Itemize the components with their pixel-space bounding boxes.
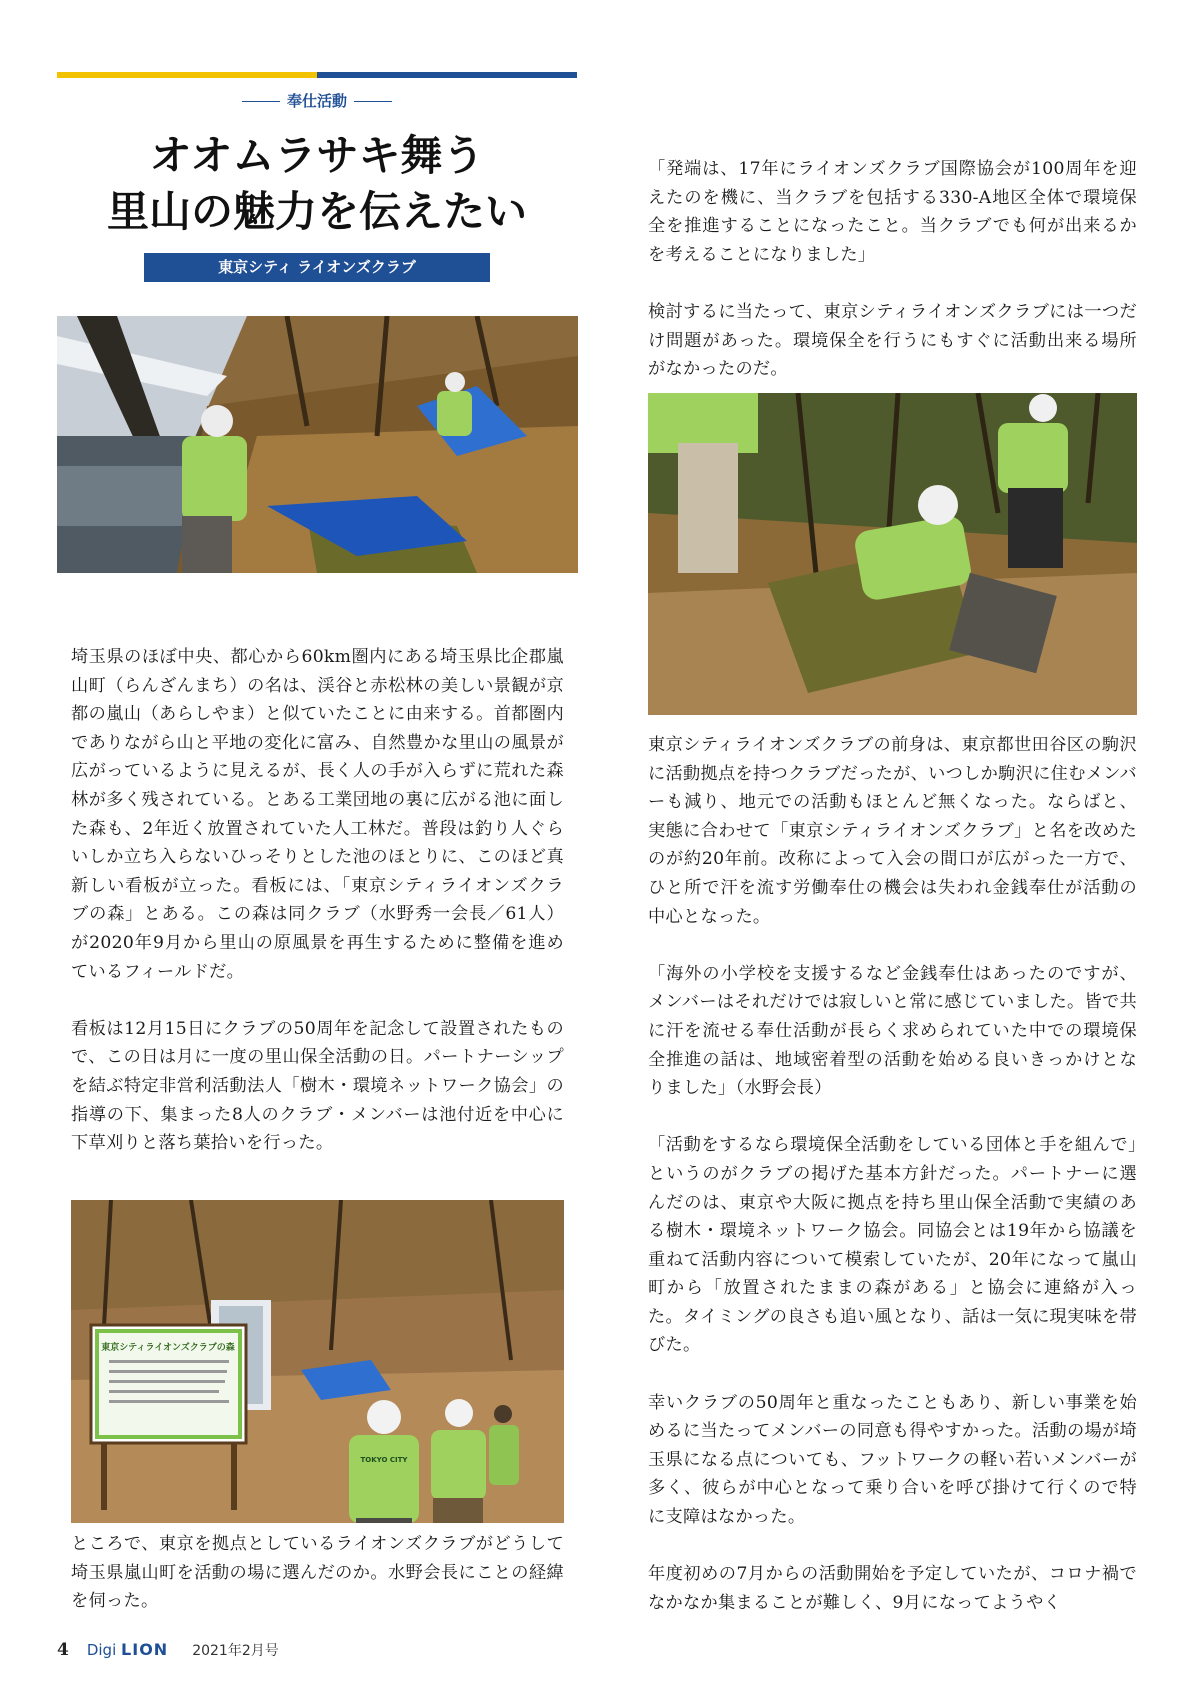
paragraph: 幸いクラブの50周年と重なったこともあり、新しい事業を始めるに当たってメンバーの同意も得やすかった。活動の場が埼玉県になる点についても、フットワークの軽い若いメンバーが多く、彼らが中心となって乗り合いを呼び掛けて行くので特に支障はなかった。	[648, 1392, 1137, 1528]
paragraph: 埼玉県のほぼ中央、都心から60km圏内にある埼玉県比企郡嵐山町（らんざんまち）の名は、渓谷と赤松林の美しい景観が京都の嵐山（あらしやま）と似ていたことに由来する。首都圏内でありながら山と平地の変化に富み、自然豊かな里山の風景が広がっているように見えるが、長く人の手が入らずに荒れた森林が多く残されている。とある工業団地の裏に広がる池に面した森も、2年近く放置されていた人工林だ。普段は釣り人ぐらいしか立ち入らないひっそりとした池のほとりに、このほど真新しい看板が立った。看板には、「東京シティライオンズクラブの森」とある。この森は同クラブ（水野秀一会長／61人）が2020年9月から里山の原風景を再生するために整備を進めているフィールドだ。	[71, 647, 564, 982]
photo-undergrowth-cutting	[648, 393, 1137, 715]
magazine-prefix: Digi	[86, 1641, 117, 1659]
magazine-name	[87, 1640, 168, 1659]
paragraph: 検討するに当たって、東京シティライオンズクラブには一つだけ問題があった。環境保全を行うにもすぐに活動出来る場所がなかったのだ。	[648, 301, 1137, 380]
section-label-text: 奉仕活動	[286, 92, 347, 110]
paragraph: 「海外の小学校を支援するなど金銭奉仕はあったのですが、メンバーはそれだけでは寂しいと常に感じていました。皆で共に汗を流せる奉仕活動が長らく求められていた中での環境保全推進の話は、地域密着型の活動を始める良いきっかけとなりました」（水野会長）	[648, 963, 1137, 1099]
sign-header-text: 東京シティライオンズクラブの森	[101, 1343, 235, 1353]
photo-club-forest-sign	[71, 1200, 564, 1523]
magazine-title: LION	[121, 1640, 169, 1659]
left-column-text	[71, 643, 564, 1158]
paragraph: 看板は12月15日にクラブの50周年を記念して設置されたもので、この日は月に一度の里山保全活動の日。パートナーシップを結ぶ特定非営利活動法人「樹木・環境ネットワーク協会」の指導の下、集まった8人のクラブ・メンバーは池付近を中心に下草刈りと落ち葉拾いを行った。	[71, 1018, 564, 1154]
paragraph: 「活動をするなら環境保全活動をしている団体と手を組んで」というのがクラブの掲げた基本方針だった。パートナーに選んだのは、東京や大阪に拠点を持ち里山保全活動で実績のある樹木・環境ネットワーク協会。同協会とは19年から協議を重ねて活動内容について模索していたが、20年になって嵐山町から「放置されたままの森がある」と協会に連絡が入った。タイミングの良さも追い風となり、話は一気に現実味を帯びた。	[648, 1135, 1137, 1356]
title-line-2: 里山の魅力を伝えたい	[106, 187, 527, 236]
right-column-bottom-text	[648, 731, 1137, 1617]
title-line-1: オオムラサキ舞う	[149, 131, 485, 180]
photo-pond-clearing	[57, 316, 578, 573]
header-color-bar	[57, 72, 577, 78]
issue-date: 2021年2月号	[192, 1643, 279, 1659]
club-name-badge: 東京シティ ライオンズクラブ	[144, 253, 490, 282]
paragraph: 東京シティライオンズクラブの前身は、東京都世田谷区の駒沢に活動拠点を持つクラブだったが、いつしか駒沢に住むメンバーも減り、地元での活動もほとんど無くなった。ならばと、実態に合わせて「東京シティライオンズクラブ」と名を改めたのが約20年前。改称によって入会の間口が広がった一方で、ひと所で汗を流す労働奉仕の機会は失われ金銭奉仕が活動の中心となった。	[648, 735, 1137, 927]
right-column-top-text	[648, 155, 1137, 384]
left-column-bottom-text	[71, 1530, 564, 1616]
page-footer	[57, 1640, 279, 1664]
section-label	[57, 90, 577, 111]
article-title	[57, 128, 577, 240]
section-label-rule-left	[242, 101, 280, 102]
paragraph: 年度初めの7月からの活動開始を予定していたが、コロナ禍でなかなか集まることが難しく、9月になってようやく	[648, 1564, 1137, 1613]
header-bar-yellow	[57, 72, 317, 78]
jacket-logo-text: TOKYO CITY	[360, 1456, 408, 1464]
paragraph: 「発端は、17年にライオンズクラブ国際協会が100周年を迎えたのを機に、当クラブを包括する330-A地区全体で環境保全を推進することになったこと。当クラブでも何が出来るかを考えることになりました」	[648, 159, 1137, 265]
header-bar-blue	[317, 72, 577, 78]
section-label-rule-right	[354, 101, 392, 102]
paragraph: ところで、東京を拠点としているライオンズクラブがどうして埼玉県嵐山町を活動の場に選んだのか。水野会長にことの経緯を伺った。	[71, 1534, 564, 1612]
page-number: 4	[57, 1640, 69, 1660]
